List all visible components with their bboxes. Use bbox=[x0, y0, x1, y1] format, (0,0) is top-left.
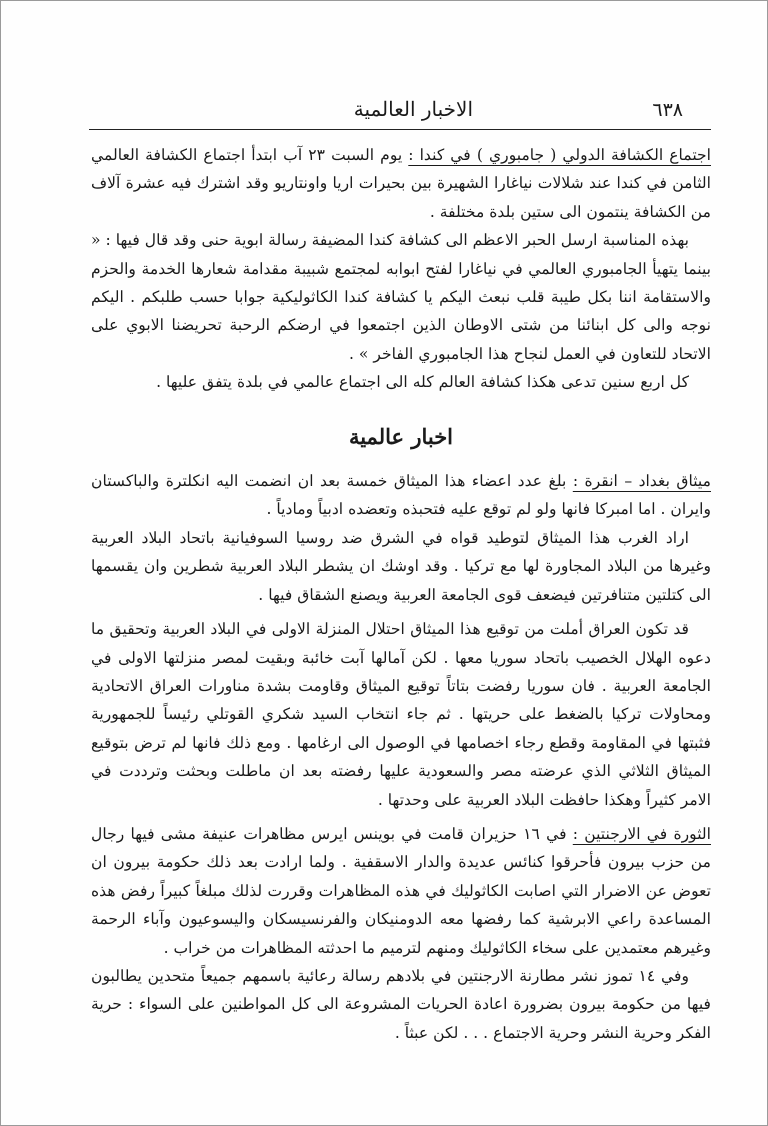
section-title: اخبار عالمية bbox=[348, 423, 454, 449]
article-baghdad-pact-p2: اراد الغرب هذا الميثاق لتوطيد قواه في الشرق ضد روسيا السوفيانية باتحاد البلاد العربية وغيرها من البلاد المجاورة لها مع تركيا . وقد اوشك ان يشطر البلاد العربية شطرين وان يقسمها الى كتلتين متنافرتين فيضعف قوى الجامعة العربية ويصنع الشقاق فيها . bbox=[91, 528, 711, 604]
article-scout-jamboree-p2: بهذه المناسبة ارسل الحبر الاعظم الى كشافة كندا المضيفة رسالة ابوية حنى وقد قال فيها : « بينما يتهيأ الجامبوري العالمي في نياغارا لفتح ابوابه لمجتمع شبيبة مقدامة شعارها الخدمة والحزم والاستقامة اننا بكل طيبة قلب نبعث اليكم يا كشافة كندا الكاثوليكية جوابا حسب طلبكم . اليكم نوجه والى كل ابنائنا من شتى الاوطان الذين اجتمعوا في ارضكم الرحبة تحريضنا الابوي على الاتحاد للتعاون في العمل لنجاح هذا الجامبوري الفاخر » . bbox=[91, 231, 711, 363]
article-baghdad-pact-p1: ميثاق بغداد – انقرة : بلغ عدد اعضاء هذا الميثاق خمسة بعد ان انضمت اليه انكلترة والباكستان وايران . اما امبركا فانها ولو لم توقع عليه فتحبذه وتعضده ادبياً ومادياً . bbox=[91, 472, 711, 519]
article-scout-jamboree-p3: كل اربع سنين تدعى هكذا كشافة العالم كله الى اجتماع عالمي في بلدة يتفق عليها . bbox=[156, 373, 689, 392]
article-scout-jamboree-p1: اجتماع الكشافة الدولي ( جامبوري ) في كندا : يوم السبت ٢٣ آب ابتدأ اجتماع الكشافة العالمي الثامن في كندا عند شلالات نياغارا الشهيرة بين بحيرات اريا واونتاريو وقد اشترك فيه عشرة آلاف من الكشافة ينتمون الى ستين بلدة مختلفة . bbox=[91, 146, 711, 221]
article-argentina-p1: الثورة في الارجنتين : في ١٦ حزيران قامت في بوينس ايرس مظاهرات عنيفة مشى فيها رجال من حزب بيرون فأحرقوا كنائس عديدة والدار الاسقفية . ولما ارادت بعد ذلك حكومة بيرون ان تعوض عن الاضرار التي اصابت الكاثوليك في هذه المظاهرات وقررت لذلك مبلغاً كبيراً رفض هذه المساعدة راعي الابرشية كما رفضها معه الدومنيكان والفرنسيسكان واليسوعيون وآباء الرحمة وغيرهم معتمدين على سخاء الكاثوليك ومنهم لترميم ما احدثته المظاهرات من خراب . bbox=[91, 824, 711, 957]
page-number: ٦٣٨ bbox=[652, 99, 683, 121]
headline-baghdad-pact: ميثاق بغداد – انقرة : bbox=[572, 472, 711, 491]
headline-argentina-revolution: الثورة في الارجنتين : bbox=[572, 824, 711, 843]
article-baghdad-pact-p3: قد تكون العراق أملت من توقيع هذا الميثاق احتلال المنزلة الاولى في البلاد العربية وتحقيق ما دعوه الهلال الخصيب باتحاد سوريا معها . لكن آمالها آبت خائبة وبقيت لمصر منزلتها الاولى في الجامعة العربية . فان سوريا رفضت بتاتاً توقيع الميثاق وقاومت بشدة مناورات العراق الاتحادية ومحاولات تركيا بالضغط على حريتها . ثم جاء انتخاب السيد شكري القوتلي رئيساً للجمهورية فثبتها في المقاومة وقطع رجاء اخصامها في الوصول الى ارغامها . ومع ذلك فانها لم ترض بتوقيع الميثاق الثلاثي الذي عرضته مصر والسعودية عليها رفضته بعد ان ماطلت وبحثت وترددت في الامر كثيراً وهكذا حافظت البلاد العربية على وحدتها . bbox=[91, 620, 711, 809]
page-header bbox=[89, 93, 711, 130]
article-argentina-p2: وفي ١٤ تموز نشر مطارنة الارجنتين في بلادهم رسالة رعائية باسمهم جميعاً متحدين يطالبون فيها من حكومة بيرون بضرورة اعادة الحريات المشروعة الى كل المواطنين على السواء : حرية الفكر وحرية النشر وحرية الاجتماع . . . لكن عبثاً . bbox=[91, 966, 711, 1042]
headline-scout-jamboree: اجتماع الكشافة الدولي ( جامبوري ) في كندا : bbox=[408, 146, 711, 164]
running-title: الاخبار العالمية bbox=[353, 97, 473, 121]
page-body bbox=[91, 141, 711, 1047]
